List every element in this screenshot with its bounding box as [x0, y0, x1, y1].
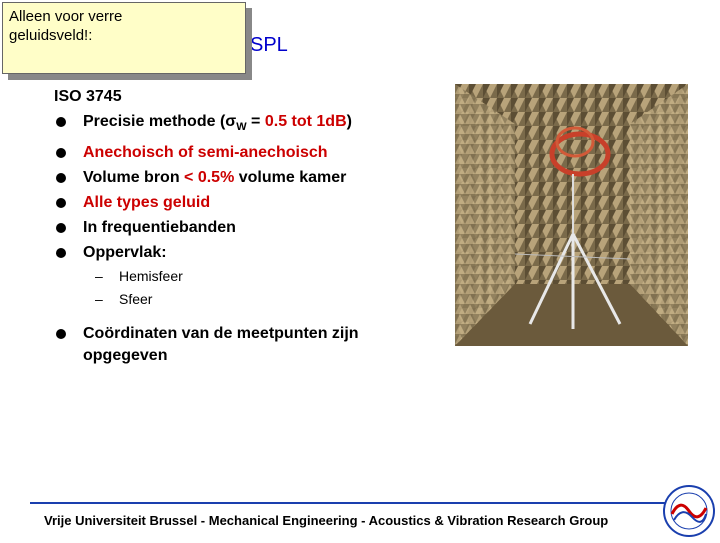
- bullet-volume-red: < 0.5%: [184, 169, 235, 187]
- bullet-dot-icon: [56, 198, 66, 208]
- sub-bullet-hemisphere-text: Hemisfeer: [119, 268, 183, 285]
- sticky-note: [2, 2, 246, 74]
- footer-text: Vrije Universiteit Brussel - Mechanical Engineering - Acoustics & Vibration Research Group: [44, 513, 609, 528]
- bullet-anechoic-text: Anechoisch of semi-anechoisch: [83, 144, 328, 162]
- bullet-precision: [54, 109, 454, 140]
- bullet-precision-prefix: Precisie methode (σ: [83, 113, 237, 130]
- sub-bullet-sphere: [83, 288, 454, 311]
- bullet-anechoic: [54, 140, 454, 165]
- bullet-volume-tail: volume kamer: [234, 169, 347, 187]
- bullet-precision-suffix: ): [346, 113, 352, 130]
- bullet-dot-icon: [56, 173, 66, 183]
- bullet-dot-icon: [56, 117, 66, 127]
- university-seal-icon: [662, 484, 716, 538]
- bullet-volume: [54, 165, 454, 190]
- bullet-dot-icon: [56, 148, 66, 158]
- standard-label: ISO 3745: [54, 88, 122, 105]
- bullet-dot-icon: [56, 329, 66, 339]
- sub-bullet-sphere-text: Sfeer: [119, 291, 153, 308]
- slide-title: SPL: [250, 34, 288, 56]
- anechoic-chamber-photo: [455, 84, 688, 346]
- note-line-2: geluidsveld!:: [9, 27, 93, 44]
- dash-icon: –: [95, 291, 103, 308]
- bullet-precision-mid: =: [246, 113, 265, 130]
- bullet-frequency-bands: [54, 215, 454, 240]
- bullet-precision-sub: W: [236, 121, 247, 134]
- footer-divider: [30, 502, 670, 504]
- sub-bullet-hemisphere: [83, 265, 454, 288]
- bullet-surface-text: Oppervlak:: [83, 244, 167, 262]
- anechoic-chamber-illustration: [455, 84, 688, 346]
- bullet-volume-text: Volume bron: [83, 169, 185, 187]
- dash-icon: –: [95, 268, 103, 285]
- bullet-surface: [54, 240, 454, 265]
- bullet-dot-icon: [56, 248, 66, 258]
- bullet-coordinates-line-2: opgegeven: [83, 347, 168, 365]
- bullet-coordinates: [54, 323, 454, 367]
- bullet-dot-icon: [56, 223, 66, 233]
- bullet-sound-types-text: Alle types geluid: [83, 194, 211, 212]
- bullet-precision-value: 0.5 tot 1dB: [264, 113, 347, 130]
- slide-content: [54, 84, 454, 367]
- bullet-sound-types: [54, 190, 454, 215]
- bullet-coordinates-line-1: Coördinaten van de meetpunten zijn: [83, 325, 359, 343]
- bullet-frequency-bands-text: In frequentiebanden: [83, 219, 236, 237]
- note-line-1: Alleen voor verre: [9, 8, 123, 25]
